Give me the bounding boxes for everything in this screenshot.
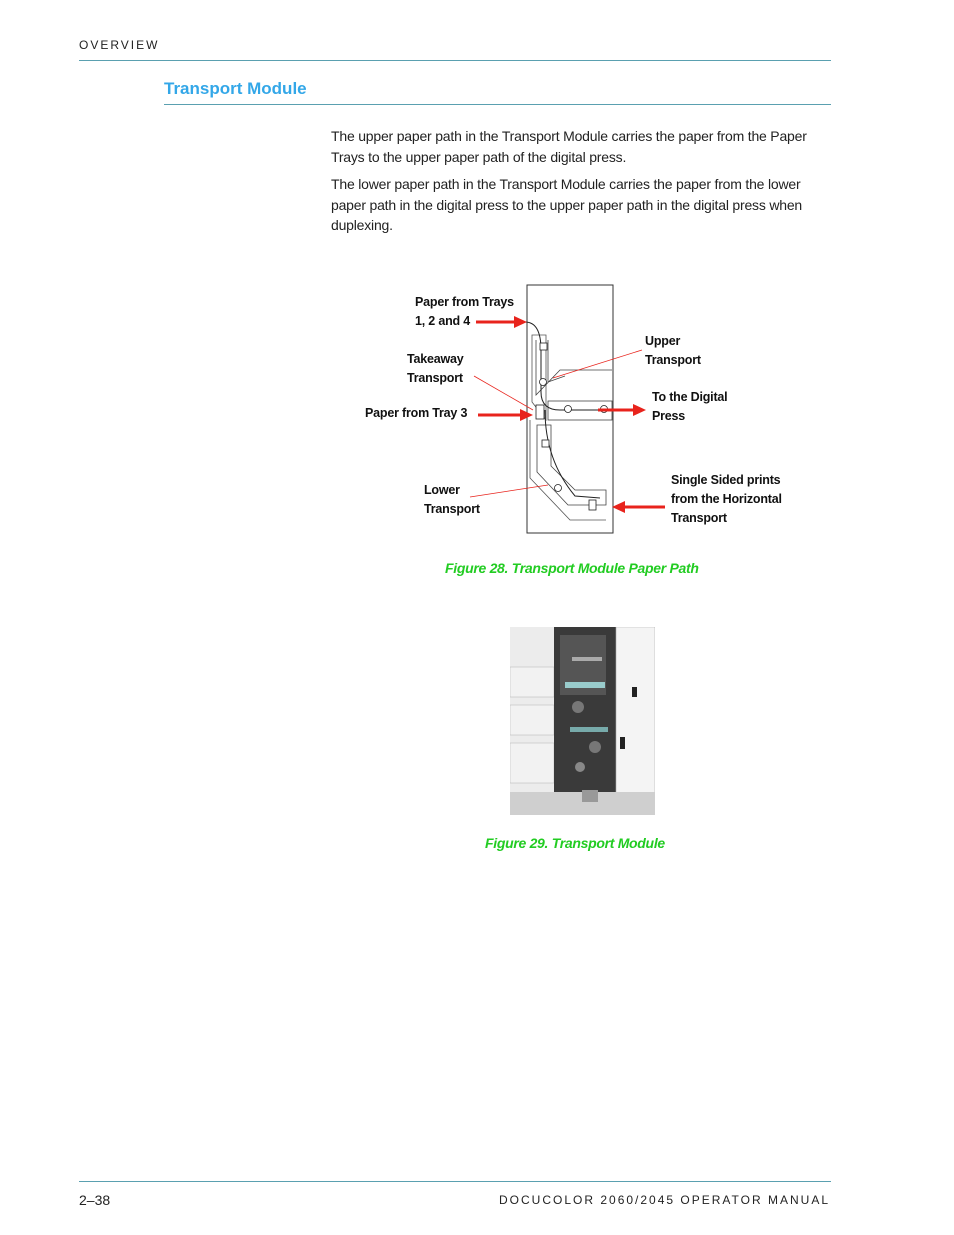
leader-lines: [470, 350, 642, 497]
paragraph-lower-path: The lower paper path in the Transport Module carries the paper from the lower paper path in the digital press to the upper paper path in the digital press when duplexing.: [331, 176, 803, 233]
label-paper-from-trays: Paper from Trays 1, 2 and 4: [415, 295, 514, 328]
label-upper-transport: Upper Transport: [645, 334, 701, 367]
page-footer-rule: [79, 1181, 831, 1182]
transport-module-photo: [510, 627, 655, 815]
figure-28-caption: Figure 28. Transport Module Paper Path: [445, 560, 699, 576]
upper-transport-outline: [536, 340, 612, 395]
paragraph-upper-path: The upper paper path in the Transport Module carries the paper from the Paper Trays to the upper paper path of the digital press.: [331, 128, 807, 165]
label-to-digital-press: To the Digital Press: [652, 390, 728, 423]
header-section-label: OVERVIEW: [79, 38, 160, 52]
label-single-sided-prints: Single Sided prints from the Horizontal Transport: [671, 473, 782, 525]
figure-29-caption: Figure 29. Transport Module: [485, 835, 665, 851]
red-arrows: [476, 316, 665, 513]
page-number: 2–38: [79, 1192, 111, 1208]
footer-manual-title: DOCUCOLOR 2060/2045 OPERATOR MANUAL: [499, 1193, 830, 1207]
label-lower-transport: Lower Transport: [424, 483, 480, 516]
label-takeaway-transport: Takeaway Transport: [407, 352, 464, 385]
section-title: Transport Module: [164, 79, 307, 98]
label-paper-from-tray3: Paper from Tray 3: [365, 406, 468, 420]
